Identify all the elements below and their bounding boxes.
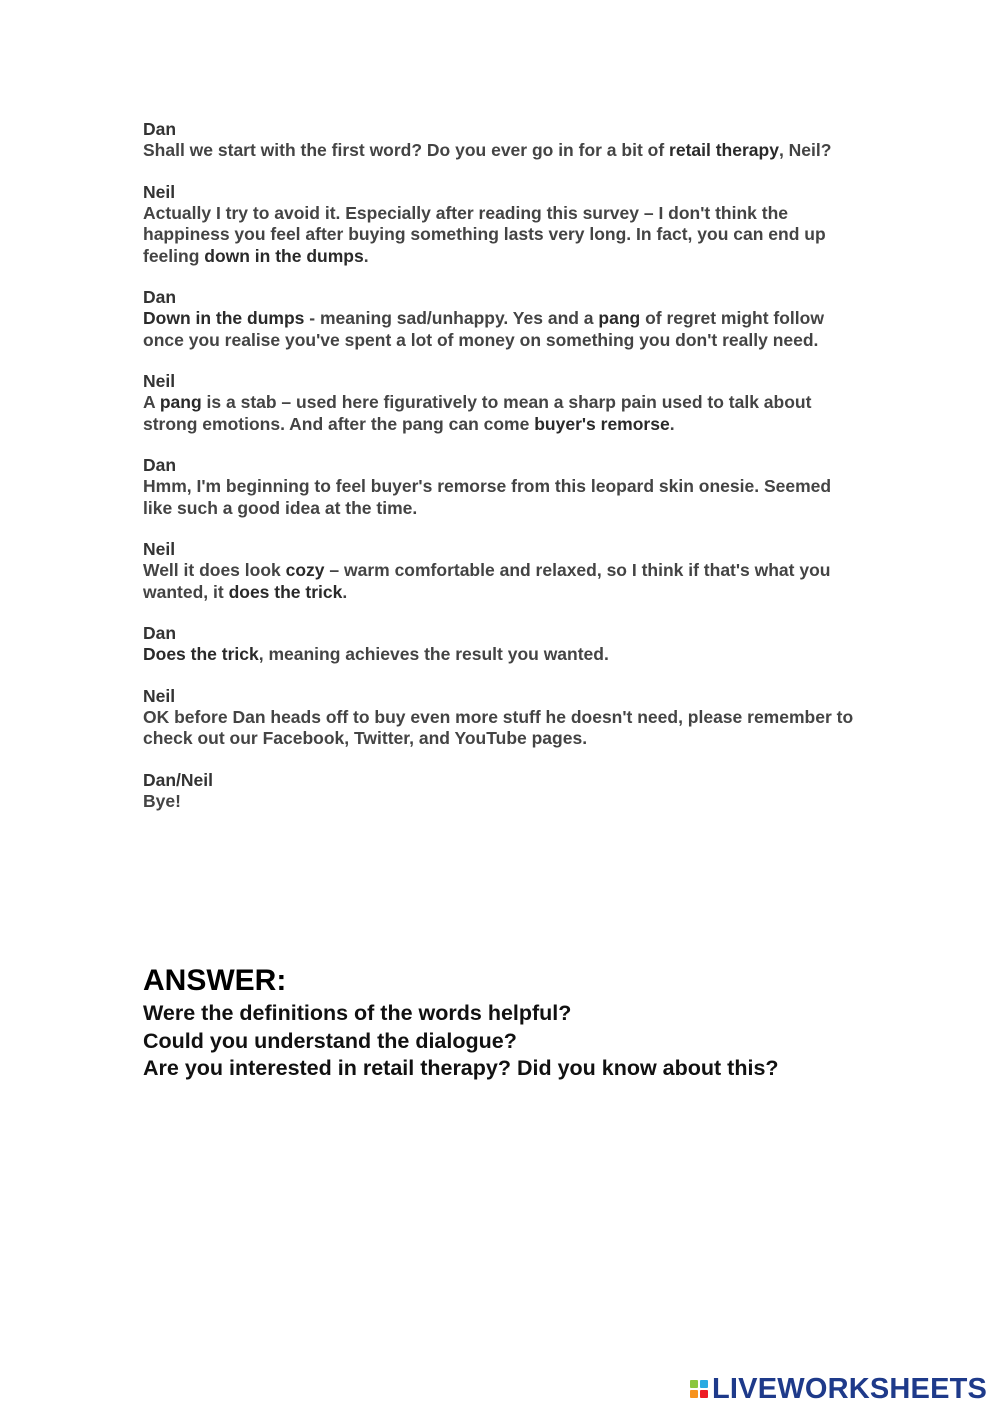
logo-text: LIVEWORKSHEETS xyxy=(712,1372,988,1405)
line-text: . xyxy=(342,581,348,602)
liveworksheets-logo[interactable] xyxy=(690,1372,987,1406)
dialogue-line xyxy=(143,140,863,162)
dialogue-turn xyxy=(143,370,863,435)
dialogue-line xyxy=(143,203,863,268)
line-text: OK before Dan heads off to buy even more stuff he doesn't need, please remember to check out our Facebook, Twitter, and YouTube pages. xyxy=(143,706,854,748)
dialogue-turn xyxy=(143,181,863,268)
dialogue xyxy=(143,118,863,831)
dialogue-turn xyxy=(143,454,863,519)
line-text: Actually I try to avoid it. Especially after reading this survey – I don't think the happiness you feel after buying something lasts very long. In fact, you can end up feeling xyxy=(143,202,826,266)
answer-section xyxy=(143,962,903,1083)
speaker-name: Neil xyxy=(143,371,176,391)
liveworksheets-logo-icon xyxy=(690,1380,708,1398)
dialogue-turn xyxy=(143,769,863,813)
dialogue-turn xyxy=(143,286,863,351)
question-3: Are you interested in retail therapy? Did you know about this? xyxy=(143,1056,779,1080)
line-text: , Neil? xyxy=(778,140,832,160)
line-text: , meaning achieves the result you wanted. xyxy=(258,644,609,664)
key-phrase: does the trick xyxy=(228,581,343,602)
key-phrase: Does the trick xyxy=(143,644,259,664)
answer-title: ANSWER: xyxy=(143,964,287,997)
dialogue-line xyxy=(143,707,863,750)
speaker-name: Neil xyxy=(143,685,176,706)
speaker-name: Neil xyxy=(143,181,176,202)
speaker-name: Dan xyxy=(143,119,177,139)
line-text: – warm comfortable and relaxed, so I think if that's what you wanted, it xyxy=(143,560,831,602)
key-phrase: retail therapy xyxy=(669,140,779,160)
line-text: of regret might follow once you realise you've spent a lot of money on something you don't really need. xyxy=(143,308,824,350)
logo-square-1 xyxy=(690,1380,698,1388)
speaker-name: Dan xyxy=(143,623,177,643)
line-text: A xyxy=(143,392,160,412)
line-text: is a stab – used here figuratively to mean a sharp pain used to talk about strong emotions. And after the pang can come xyxy=(143,392,812,434)
dialogue-line xyxy=(143,392,863,435)
line-text: Hmm, I'm beginning to feel buyer's remorse from this leopard skin onesie. Seemed like such a good idea at the time. xyxy=(143,476,832,518)
dialogue-turn xyxy=(143,622,863,666)
line-text: Bye! xyxy=(143,790,181,811)
dialogue-line xyxy=(143,791,863,813)
dialogue-line xyxy=(143,560,863,603)
key-phrase: pang xyxy=(598,308,641,328)
dialogue-turn xyxy=(143,538,863,603)
dialogue-turn xyxy=(143,118,863,162)
key-phrase: Down in the dumps xyxy=(143,308,305,328)
question-2: Could you understand the dialogue? xyxy=(143,1028,517,1053)
speaker-name: Dan xyxy=(143,287,177,307)
dialogue-line xyxy=(143,644,863,666)
logo-square-2 xyxy=(700,1380,708,1388)
speaker-name: Dan/Neil xyxy=(143,769,214,790)
key-phrase: buyer's remorse xyxy=(534,413,670,434)
dialogue-line xyxy=(143,476,863,519)
key-phrase: pang xyxy=(159,392,202,412)
logo-square-4 xyxy=(700,1390,708,1398)
logo-square-3 xyxy=(690,1390,698,1398)
question-1: Were the definitions of the words helpful? xyxy=(143,1001,572,1025)
dialogue-turn xyxy=(143,685,863,750)
line-text: Shall we start with the first word? Do you ever go in for a bit of xyxy=(143,140,670,160)
line-text: Well it does look xyxy=(143,560,286,580)
speaker-name: Dan xyxy=(143,455,177,475)
dialogue-line xyxy=(143,308,863,351)
key-phrase: down in the dumps xyxy=(204,245,364,266)
key-phrase: cozy xyxy=(285,560,325,580)
line-text: - meaning sad/unhappy. Yes and a xyxy=(304,308,599,328)
line-text: . xyxy=(363,245,369,266)
speaker-name: Neil xyxy=(143,539,176,559)
line-text: . xyxy=(669,413,675,434)
